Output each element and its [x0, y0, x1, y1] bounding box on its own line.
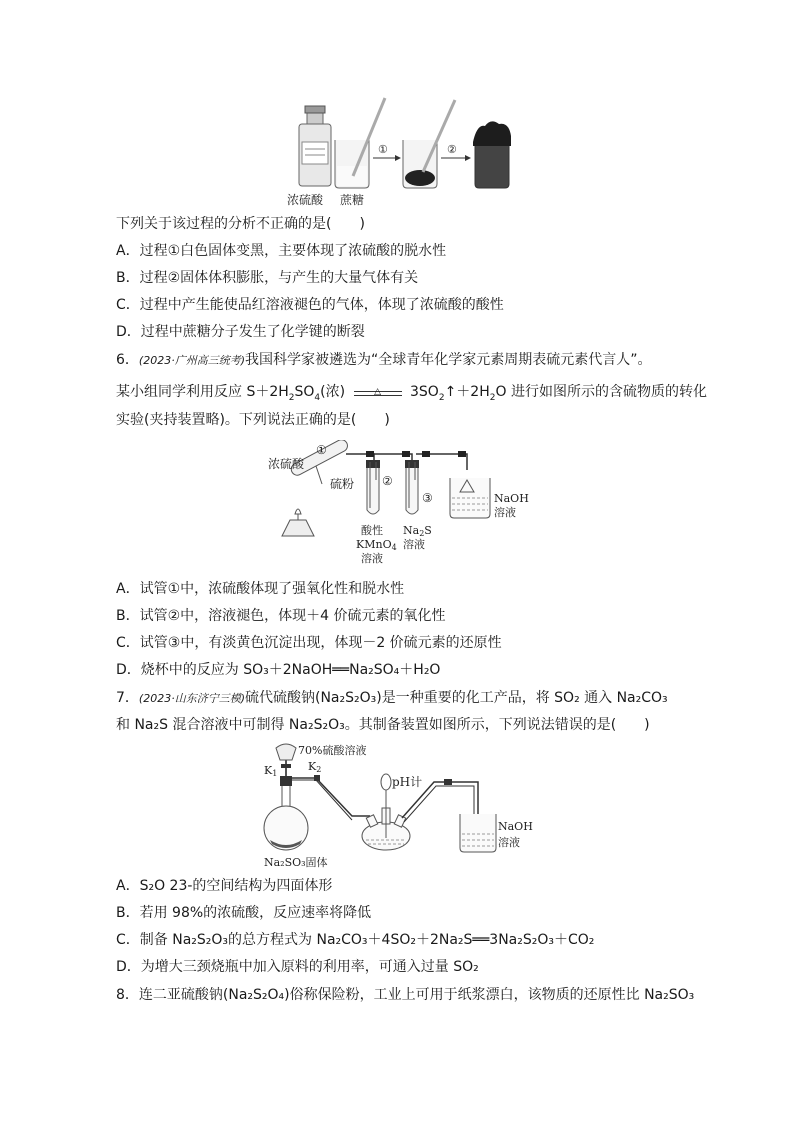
k1-label — [264, 764, 277, 778]
alcohol-lamp — [282, 509, 314, 536]
round-bottom-flask — [264, 776, 308, 850]
na2s-formula: Na — [403, 524, 420, 537]
q7-naoh-label-2: 溶液 — [498, 836, 520, 849]
na2s-label-1 — [403, 524, 432, 538]
heat-symbol: △ — [374, 387, 381, 397]
q7-stem-line2: 和 Na₂S 混合溶液中可制得 Na₂S₂O₃。其制备装置如图所示，下列说法错误的是( ) — [116, 717, 650, 733]
ph-meter-label: pH计 — [392, 775, 423, 789]
k1-letter: K — [264, 764, 273, 777]
q7-naoh-label-1: NaOH — [498, 820, 533, 833]
sulfur-label: 硫粉 — [330, 477, 355, 491]
naoh-beaker — [450, 478, 490, 518]
naoh-label-1: NaOH — [494, 492, 529, 505]
q7-option-b: B．若用 98%的浓硫酸，反应速率将降低 — [116, 905, 372, 921]
q7-source: (2023·山东济宁三模) — [138, 692, 245, 705]
thiosulfate-apparatus — [258, 742, 558, 870]
kmno4-label-2 — [356, 538, 397, 552]
q7-stem-line1-text: 硫代硫酸钠(Na₂S₂O₃)是一种重要的化工产品，将 SO₂ 通入 Na₂CO₃ — [245, 690, 668, 706]
q6-option-b: B．试管②中，溶液褪色，体现＋4 价硫元素的氧化性 — [116, 608, 446, 624]
k2-letter: K — [308, 760, 317, 773]
tube2-label: ② — [382, 474, 393, 488]
sulfur-transform-apparatus — [262, 440, 542, 572]
q6-stem-line3: 实验(夹持装置略)。下列说法正确的是( ) — [116, 412, 390, 428]
naoh-label-2: 溶液 — [494, 506, 516, 519]
kmno4-formula: KMnO — [356, 538, 392, 551]
sub-4: 4 — [391, 543, 397, 552]
test-tube-2 — [366, 460, 380, 514]
q6-eq-part-d: 3SO — [410, 384, 439, 400]
sub-1: 1 — [272, 769, 278, 778]
q7-option-a: A．S₂O 23-的空间结构为四面体形 — [116, 878, 333, 894]
q6-acid-label: 浓硫酸 — [268, 457, 305, 471]
q6-eq-part-e: ↑＋2H — [444, 384, 490, 400]
sub-2: 2 — [288, 392, 295, 403]
q7-number: 7． — [116, 690, 139, 706]
q8-stem-line1: 8．连二亚硫酸钠(Na₂S₂O₄)俗称保险粉，工业上可用于纸浆漂白，该物质的还原性比 Na₂SO₃ — [116, 987, 695, 1003]
sub-2: 2 — [419, 529, 425, 538]
q5-stem: 下列关于该过程的分析不正确的是( ) — [116, 216, 365, 232]
q5-option-b: B．过程②固体体积膨胀，与产生的大量气体有关 — [116, 270, 419, 286]
q7-option-c: C．制备 Na₂S₂O₃的总方程式为 Na₂CO₃＋4SO₂＋2Na₂S══3Na₂S₂O₃＋CO₂ — [116, 932, 595, 948]
step1-label: ① — [378, 143, 388, 156]
q5-option-d: D．过程中蔗糖分子发生了化学键的断裂 — [116, 324, 365, 340]
sugar-label: 蔗糖 — [340, 193, 365, 207]
k2-label — [308, 760, 321, 774]
expanded-carbon-beaker — [473, 121, 511, 188]
q7-stem-line1 — [116, 688, 668, 709]
sub-4: 4 — [314, 392, 321, 403]
sugar-dehydration-figure — [285, 96, 525, 212]
q6-option-a: A．试管①中，浓硫酸体现了强氧化性和脱水性 — [116, 581, 405, 597]
reaction-arrow — [354, 387, 402, 397]
q6-number: 6． — [116, 352, 139, 368]
q6-stem-line1 — [116, 350, 652, 371]
q6-option-d: D．烧杯中的反应为 SO₃＋2NaOH══Na₂SO₄＋H₂O — [116, 662, 441, 678]
q6-eq-part-b: SO — [294, 384, 315, 400]
q6-option-c: C．试管③中，有淡黄色沉淀出现，体现－2 价硫元素的还原性 — [116, 635, 502, 651]
tube3-label: ③ — [422, 491, 433, 505]
q6-eq-part-f: O 进行如图所示的含硫物质的转化 — [495, 384, 707, 400]
na2s-label-2: 溶液 — [403, 538, 425, 551]
step2-label: ② — [447, 143, 457, 156]
q7-acid-label: 70%硫酸溶液 — [298, 744, 367, 757]
kmno4-label-1: 酸性 — [361, 524, 383, 537]
q5-option-c: C．过程中产生能使品红溶液褪色的气体，体现了浓硫酸的酸性 — [116, 297, 504, 313]
sub-2: 2 — [438, 392, 445, 403]
kmno4-label-3: 溶液 — [361, 552, 383, 565]
q6-eq-part-a: 某小组同学利用反应 S＋2H — [116, 384, 289, 400]
sub-2: 2 — [316, 765, 322, 774]
q7-option-d: D．为增大三颈烧瓶中加入原料的利用率，可通入过量 SO₂ — [116, 959, 479, 975]
q6-source: (2023·广州高三统考) — [138, 354, 245, 367]
acid-bottle — [299, 106, 331, 186]
q6-stem-line1-text: 我国科学家被遴选为“全球青年化学家元素周期表硫元素代言人”。 — [245, 352, 652, 368]
s-symbol: S — [424, 524, 432, 537]
dropping-funnel — [276, 744, 296, 776]
acid-label: 浓硫酸 — [287, 193, 324, 207]
q5-option-a: A．过程①白色固体变黑，主要体现了浓硫酸的脱水性 — [116, 243, 447, 259]
test-tube-3 — [405, 460, 419, 514]
sub-2: 2 — [489, 392, 496, 403]
q7-naoh-beaker — [460, 814, 496, 852]
tube1-label: ① — [316, 443, 327, 457]
q6-stem-line2 — [116, 382, 707, 408]
na2so3-label: Na₂SO₃固体 — [264, 856, 328, 869]
q6-eq-part-c: (浓) — [320, 384, 346, 400]
